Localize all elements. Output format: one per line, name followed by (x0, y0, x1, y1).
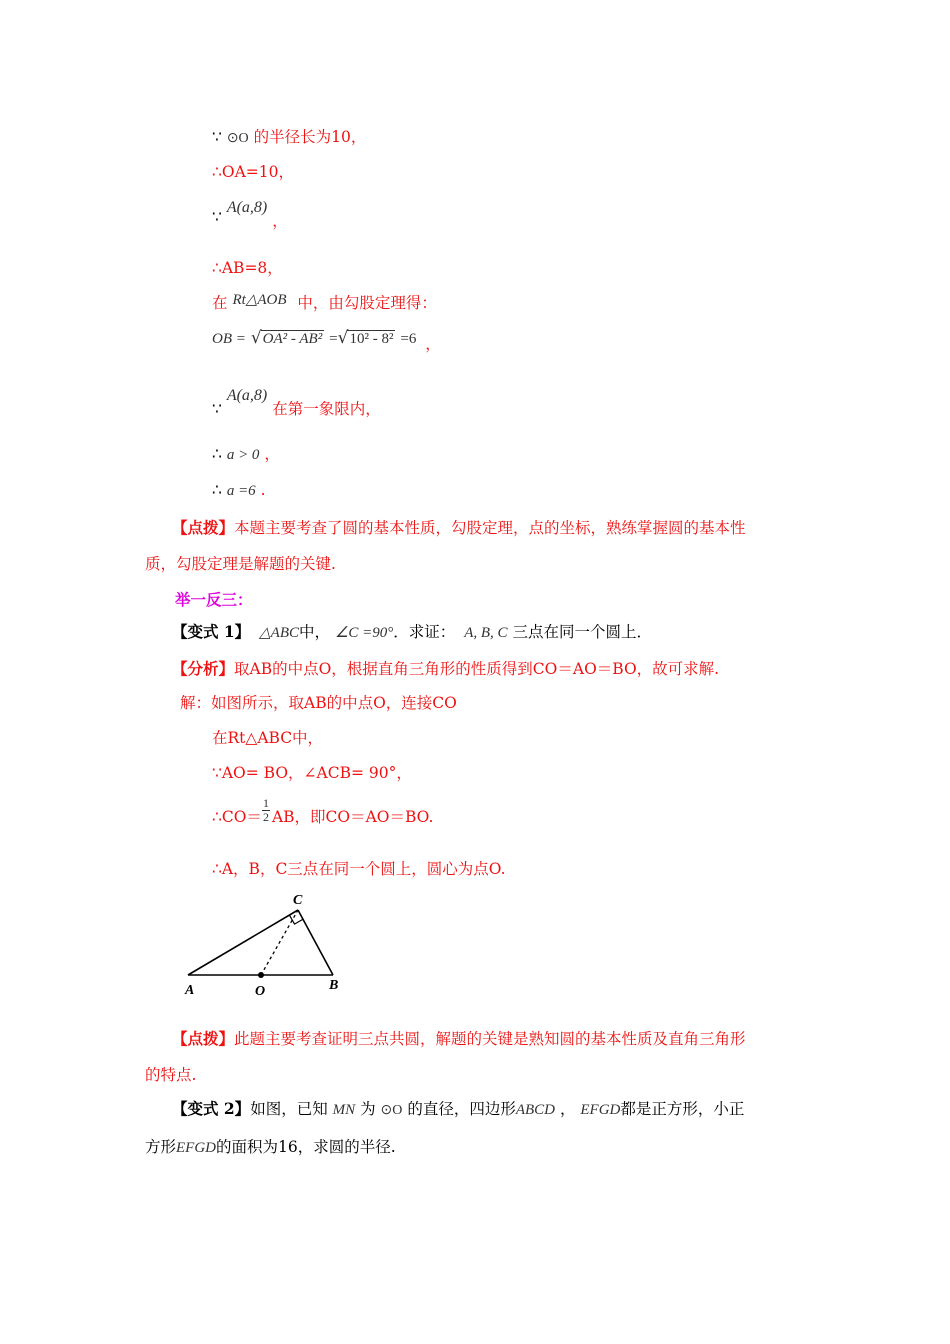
analysis-label: 【分析】 (172, 659, 235, 678)
rt-aob-math: Rt△AOB (232, 292, 287, 308)
efgd-math: EFGD (580, 1102, 621, 1118)
tip2-line2: 的特点. (145, 1066, 197, 1084)
point-a-math: A(a,8) (226, 199, 268, 216)
circle-o-symbol: ⊙O (226, 131, 249, 146)
radicand-1: OA² - AB² (262, 331, 323, 347)
fraction-numerator: 1 (262, 796, 269, 810)
variant2-line2 (145, 1140, 396, 1156)
label-b: B (329, 978, 339, 993)
label-o: O (255, 984, 266, 999)
line-first-quadrant (212, 387, 381, 418)
circle-o-symbol: ⊙O (380, 1103, 403, 1118)
sqrt-sign: √ (337, 328, 349, 348)
pythagoras-text: 中，由勾股定理得： (297, 294, 437, 312)
comma: ， (272, 212, 288, 230)
tip2-text1: 此题主要考查证明三点共圆，解题的关键是熟知圆的基本性质及直角三角形 (234, 1030, 746, 1048)
variant2-line1 (172, 1101, 744, 1118)
line-ob-formula (212, 328, 441, 353)
line-rt-aob (212, 292, 437, 312)
in-text: 在 (212, 294, 228, 312)
period: . (260, 481, 266, 499)
line-oa: ∴OA=10， (212, 163, 294, 181)
fraction-denominator: 2 (262, 810, 269, 825)
variant1-text2: ．求证： (393, 623, 456, 641)
tip1-line2: 质，勾股定理是解题的关键. (145, 555, 336, 573)
a-eq-6-math: a =6 (226, 483, 256, 499)
variant1-text1: 中， (299, 623, 331, 641)
variant2-text1: 如图，已知 (250, 1100, 328, 1118)
triangle-abc-math: △ABC (259, 625, 299, 641)
variant1-text3: 三点在同一个圆上． (512, 623, 653, 641)
ob-lhs: OB = (212, 331, 246, 347)
co-prefix: ∴CO＝ (212, 807, 262, 826)
efgd-math: EFGD (176, 1140, 217, 1156)
analysis-line (172, 661, 719, 678)
because-symbol: ∵ (212, 208, 222, 226)
therefore-symbol: ∴ (212, 481, 222, 499)
equals: = (329, 331, 338, 347)
a-gt-0-math: a > 0 (226, 447, 260, 463)
variant2-text4: ， (559, 1100, 576, 1118)
variant1-label: 【变式 1】 (172, 622, 251, 641)
variant2-text5: 都是正方形，小正 (620, 1100, 745, 1118)
line-a-positive (212, 447, 280, 463)
comma: ， (264, 445, 280, 463)
quadrant-text: 在第一象限内， (272, 400, 381, 418)
sol2-line3: ∵AO= BO，∠ACB= 90°， (212, 764, 412, 782)
abcd-math: ABCD (515, 1102, 555, 1118)
ob-result: =6 (400, 331, 417, 347)
tip2-label: 【点拨】 (172, 1029, 235, 1048)
tip1-label: 【点拨】 (172, 518, 235, 537)
label-a: A (185, 983, 195, 998)
variant2-label: 【变式 2】 (172, 1099, 251, 1118)
midpoint-o-dot (258, 972, 264, 978)
point-a-math: A(a,8) (226, 387, 268, 404)
segment-ac (188, 910, 298, 975)
because-symbol: ∵ (212, 128, 222, 146)
tip1-line1 (172, 520, 746, 537)
sol2-line5: ∴A，B，C三点在同一个圆上，圆心为点O. (212, 860, 506, 878)
variant1-line (172, 624, 652, 641)
therefore-symbol: ∴ (212, 445, 222, 463)
tip2-line1 (172, 1031, 746, 1048)
angle-c-math: ∠C =90° (334, 625, 394, 641)
comma: ， (425, 335, 441, 353)
line-a-equals-6 (212, 483, 266, 499)
label-c: C (293, 893, 303, 908)
radius-text: 的半径长为10， (253, 128, 367, 146)
line-ab: ∴AB=8， (212, 259, 283, 277)
sol2-line2: 在Rt△ABC中， (212, 729, 324, 747)
because-symbol: ∵ (212, 400, 222, 418)
line-radius (212, 130, 366, 146)
section-title: 举一反三： (175, 590, 253, 609)
half-fraction (262, 797, 270, 824)
sol2-line4 (212, 797, 433, 824)
co-suffix: AB，即CO＝AO＝BO. (271, 807, 434, 826)
variant2-line2-post: 的面积为16，求圆的半径. (216, 1138, 396, 1156)
triangle-figure (180, 888, 350, 1000)
sqrt-sign: √ (250, 328, 262, 348)
sol2-line1: 解：如图所示，取AB的中点O，连接CO (180, 694, 457, 712)
variant2-text2: 为 (360, 1100, 376, 1118)
tip1-text1: 本题主要考查了圆的基本性质，勾股定理，点的坐标，熟练掌握圆的基本性 (234, 519, 746, 537)
mn-math: MN (332, 1102, 356, 1118)
variant2-text3: 的直径，四边形 (407, 1100, 516, 1118)
analysis-text: 取AB的中点O，根据直角三角形的性质得到CO＝AO＝BO，故可求解. (234, 660, 720, 678)
radicand-2: 10² - 8² (349, 331, 394, 347)
points-abc-math: A, B, C (464, 625, 508, 641)
line-point-a (212, 200, 288, 230)
variant2-line2-pre: 方形 (145, 1138, 177, 1156)
